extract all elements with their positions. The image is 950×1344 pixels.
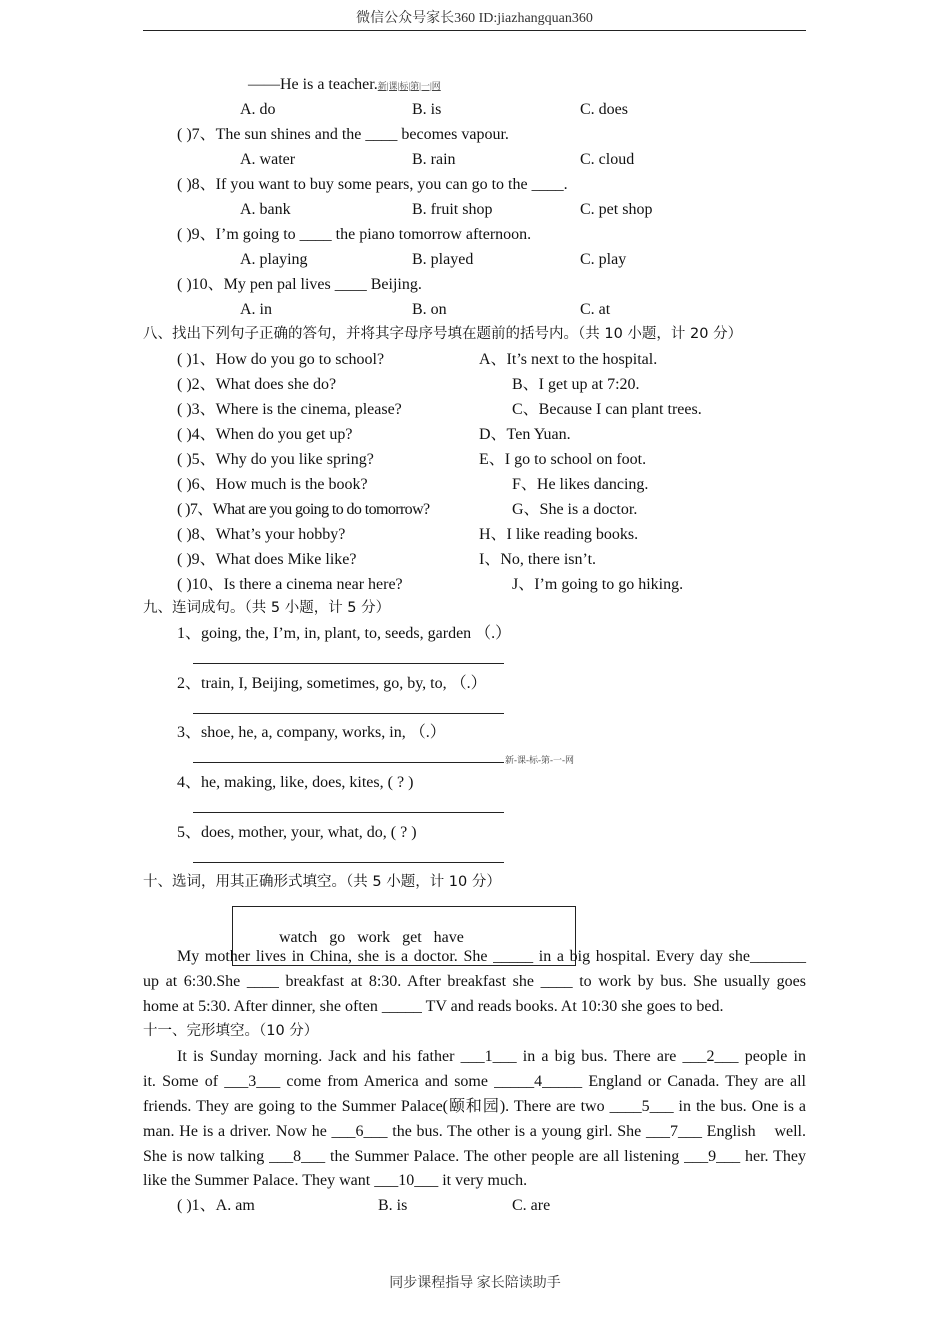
answer-line[interactable] [193,663,504,664]
watermark: 新|课|标|第|一|网 [377,81,441,91]
passage-line: up at 6:30.She ____ breakfast at 8:30. After breakfast she ____ to work by bus. She usually goes [143,973,806,990]
option: C. play [580,251,627,268]
option: B. fruit shop [412,201,493,218]
match-question: ( )5、Why do you like spring? [177,451,374,468]
page-footer [0,1272,950,1292]
option: A. in [240,301,272,318]
option: A. water [240,151,296,168]
q6-answer-line: ——He is a teacher.新|课|标|第|一|网 [248,76,441,93]
option: A. do [240,101,276,118]
match-answer: I、No, there isn’t. [479,551,597,568]
word-bank: watch go work get have [279,929,464,946]
section-title: 八、找出下列句子正确的答句，并将其字母序号填在题前的括号内。（共 10 小题，计 20 分） [143,326,743,342]
passage-line: She is now talking ___8___ the Summer Palace. The other people are all listening ___9___ her. They [143,1148,806,1165]
footer-text: 同步课程指导 家长陪读助手 [389,1276,561,1291]
passage-line: It is Sunday morning. Jack and his father ___1___ in a big bus. There are ___2___ people in [177,1048,806,1065]
option: C. at [580,301,611,318]
option: A. bank [240,201,291,218]
match-question: ( )7、What are you going to do tomorrow? [177,501,430,518]
word-order-item: 1、going, the, I’m, in, plant, to, seeds, garden （.） [177,625,512,642]
word-order-item: 4、he, making, like, does, kites, ( ? ) [177,774,414,791]
answer-line[interactable] [193,713,504,714]
match-answer: G、She is a doctor. [512,501,638,518]
passage-line: My mother lives in China, she is a doctor. She _____ in a big hospital. Every day she_______ [177,948,806,965]
match-answer: J、I’m going to go hiking. [512,576,684,593]
match-answer: C、Because I can plant trees. [512,401,702,418]
answer-line[interactable] [193,762,504,763]
question-stem: ( )9、I’m going to ____ the piano tomorrow afternoon. [177,226,532,243]
option: B. is [412,101,442,118]
word-order-item: 2、train, I, Beijing, sometimes, go, by, to, （.） [177,675,487,692]
question-stem: ( )8、If you want to buy some pears, you can go to the ____. [177,176,568,193]
match-question: ( )10、Is there a cinema near here? [177,576,403,593]
match-question: ( )1、How do you go to school? [177,351,385,368]
section-title: 十一、完形填空。（10 分） [143,1023,319,1039]
match-answer: B、I get up at 7:20. [512,376,640,393]
match-answer: E、I go to school on foot. [479,451,647,468]
word-order-item: 3、shoe, he, a, company, works, in, （.） [177,724,446,741]
match-question: ( )8、What’s your hobby? [177,526,346,543]
option: B. is [378,1197,408,1214]
header-text: 微信公众号家长360 ID:jiazhangquan360 [356,11,593,26]
option: C. pet shop [580,201,653,218]
answer-line[interactable] [193,862,504,863]
match-answer: A、It’s next to the hospital. [479,351,658,368]
passage-line: like the Summer Palace. They want ___10___ it very much. [143,1172,528,1189]
option: C. does [580,101,628,118]
match-question: ( )2、What does she do? [177,376,337,393]
option: B. on [412,301,447,318]
option: C. are [512,1197,551,1214]
match-question: ( )3、Where is the cinema, please? [177,401,402,418]
option: A. playing [240,251,308,268]
match-question: ( )4、When do you get up? [177,426,353,443]
option: B. played [412,251,474,268]
question-stem: ( )10、My pen pal lives ____ Beijing. [177,276,422,293]
section-title: 十、选词，用其正确形式填空。（共 5 小题，计 10 分） [143,874,501,890]
answer-line[interactable] [193,812,504,813]
match-answer: D、Ten Yuan. [479,426,571,443]
section-title: 九、连词成句。（共 5 小题，计 5 分） [143,600,391,616]
passage-line: home at 5:30. After dinner, she often _____ TV and reads books. At 10:30 she goes to bed. [143,998,724,1015]
watermark: 新-课-标-第-一-网 [505,755,574,765]
match-answer: F、He likes dancing. [512,476,649,493]
option: B. rain [412,151,456,168]
passage-line: it. Some of ___3___ come from America and some _____4_____ England or Canada. They are all [143,1073,806,1090]
word-order-item: 5、does, mother, your, what, do, ( ? ) [177,824,417,841]
passage-line: man. He is a driver. Now he ___6___ the bus. The other is a young girl. She ___7___ English well. [143,1123,806,1140]
match-answer: H、I like reading books. [479,526,639,543]
match-question: ( )9、What does Mike like? [177,551,357,568]
cloze-question: ( )1、A. am [177,1197,255,1214]
page-header [143,9,806,31]
match-question: ( )6、How much is the book? [177,476,368,493]
question-stem: ( )7、The sun shines and the ____ becomes vapour. [177,126,509,143]
option: C. cloud [580,151,635,168]
passage-line: friends. They are going to the Summer Palace(颐和园). There are two ____5___ in the bus. One is a [143,1098,806,1115]
